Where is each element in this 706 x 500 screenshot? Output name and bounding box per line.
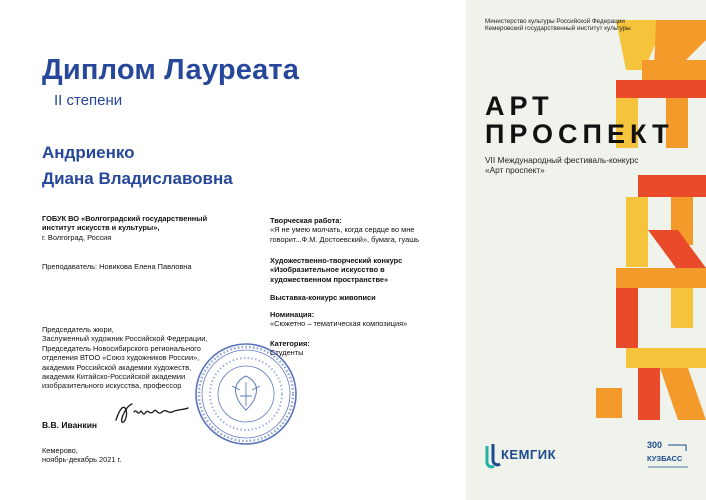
place-date-block: [42, 446, 192, 465]
jury-line: отделения ВТОО «Союз художников России»,: [42, 353, 200, 363]
institute-line: Кемеровский государственный институт культуры: [485, 25, 631, 33]
signer-name: В.В. Иванкин: [42, 420, 98, 430]
diploma-degree: II степени: [54, 92, 123, 109]
laureate-surname: Андриенко: [42, 143, 135, 162]
category-block: [270, 339, 460, 358]
jury-line: изобразительного искусства, профессор: [42, 381, 182, 391]
kuzbass-300-number: 300: [647, 440, 663, 450]
nomination-value: «Сюжетно – тематическая композиция»: [270, 319, 408, 329]
kuzbass-label: КУЗБАСС: [647, 454, 683, 463]
festival-title-line: ПРОСПЕКТ: [485, 119, 674, 149]
place-date: ноябрь-декабрь 2021 г.: [42, 455, 122, 465]
ministry-line: Министерство культуры Российской Федерации: [485, 18, 625, 25]
jury-line: академик Российской академии художеств,: [42, 362, 192, 372]
festival-subtitle-line: VII Международный фестиваль-конкурс: [485, 155, 639, 165]
nomination-block: [270, 310, 460, 329]
institution-line: институт искусств и культуры»,: [42, 223, 160, 233]
festival-subtitle: [485, 155, 685, 175]
poster-art-graphic: [466, 0, 706, 500]
place-city: Кемерово,: [42, 446, 78, 455]
diploma-title: Диплом Лауреата: [42, 54, 300, 86]
category-label: Категория:: [270, 339, 310, 348]
institution-line: ГОБУК ВО «Волгоградский государственный: [42, 214, 208, 223]
creative-work-line: говорит...Ф.М. Достоевский», бумага, гуашь: [270, 234, 419, 244]
institution-city: г. Волгоград, Россия: [42, 232, 112, 242]
contest-label: Художественно-творческий конкурс: [270, 256, 403, 265]
contest-block: [270, 256, 460, 284]
kemgik-brand-text: КЕМГИК: [501, 447, 557, 462]
creative-work-block: [270, 216, 460, 244]
jury-line: Заслуженный художник Российской Федерации,: [42, 334, 208, 344]
creative-work-line: «Я не умею молчать, когда сердце во мне: [270, 225, 415, 235]
jury-line: академик Китайско-Российской академии: [42, 372, 186, 382]
festival-title: [485, 92, 674, 148]
festival-subtitle-line: «Арт проспект»: [485, 165, 545, 175]
festival-title-line: АРТ: [485, 91, 554, 121]
creative-work-label: Творческая работа:: [270, 216, 342, 225]
nomination-label: Номинация:: [270, 310, 315, 319]
category-value: Студенты: [270, 348, 304, 358]
institution-block: [42, 214, 252, 242]
teacher-line: Преподаватель: Новикова Елена Павловна: [42, 262, 192, 271]
ministry-block: [485, 18, 655, 33]
contest-name-line: «Изобразительное искусство в: [270, 265, 385, 275]
festival-poster: [466, 0, 706, 500]
jury-line: Председатель жюри,: [42, 325, 114, 334]
contest-name-line: художественном пространстве»: [270, 274, 389, 284]
laureate-given-names: Диана Владиславовна: [42, 169, 233, 188]
exhibition-line: Выставка-конкурс живописи: [270, 293, 376, 302]
signature-icon: [112, 398, 192, 428]
jury-line: Председатель Новосибирского регионального: [42, 343, 201, 353]
